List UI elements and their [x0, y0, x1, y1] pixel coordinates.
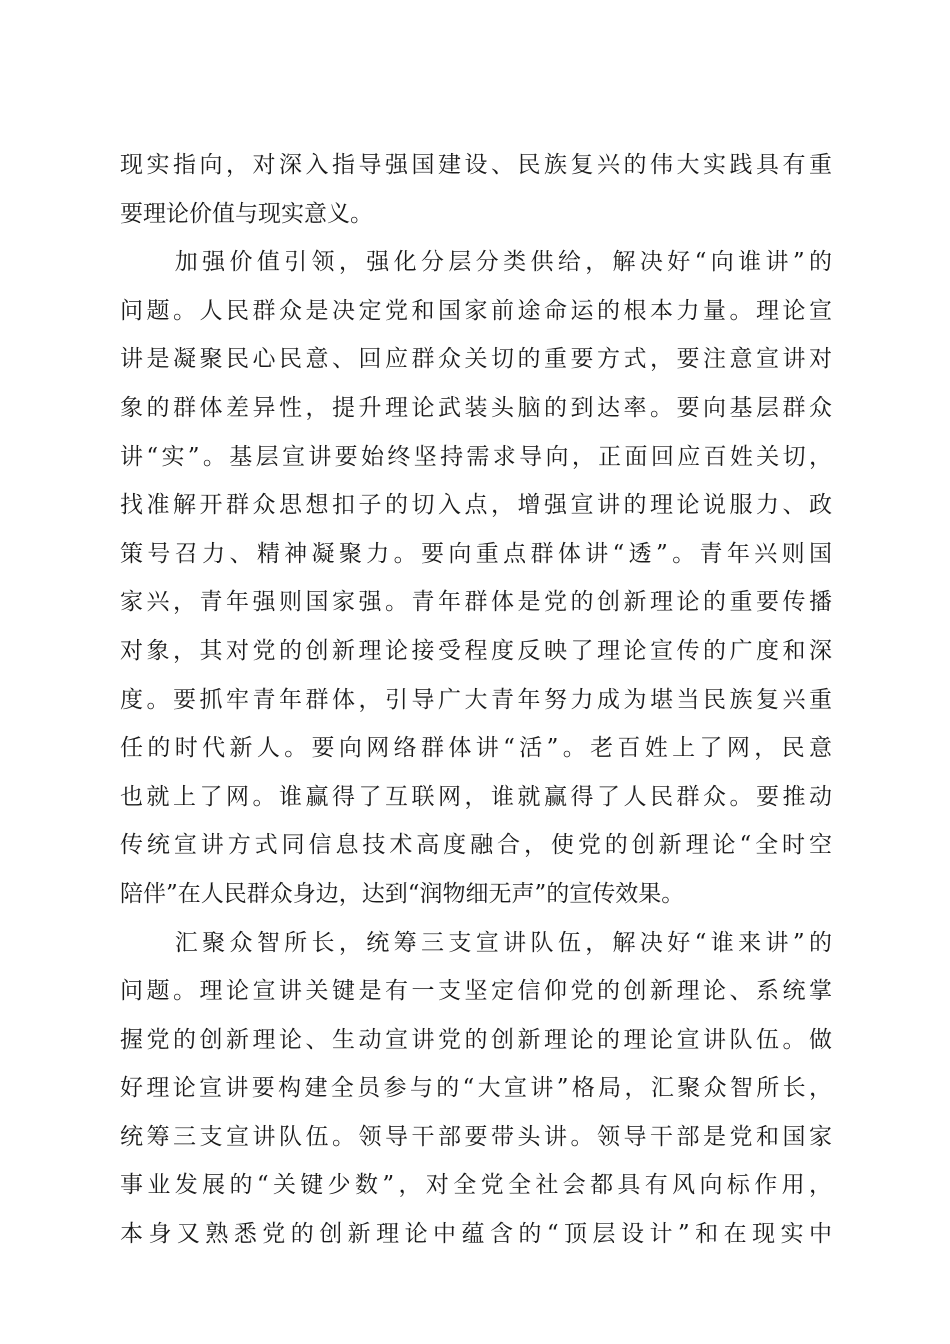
- text-line: 加强价值引领，强化分层分类供给，解决好“向谁讲”的: [120, 249, 832, 276]
- text-line: 策号召力、精神凝聚力。要向重点群体讲“透”。青年兴则国: [120, 540, 832, 567]
- text-line: 度。要抓牢青年群体，引导广大青年努力成为堪当民族复兴重: [120, 686, 832, 713]
- text-line: 找准解开群众思想扣子的切入点，增强宣讲的理论说服力、政: [120, 492, 832, 519]
- text-line: 任的时代新人。要向网络群体讲“活”。老百姓上了网，民意: [120, 735, 832, 762]
- text-line: 对象，其对党的创新理论接受程度反映了理论宣传的广度和深: [120, 637, 832, 664]
- text-line: 讲是凝聚民心民意、回应群众关切的重要方式，要注意宣讲对: [120, 346, 832, 373]
- text-line: 好理论宣讲要构建全员参与的“大宣讲”格局，汇聚众智所长，: [120, 1075, 832, 1102]
- text-line: 问题。人民群众是决定党和国家前途命运的根本力量。理论宣: [120, 297, 832, 324]
- text-line: 握党的创新理论、生动宣讲党的创新理论的理论宣讲队伍。做: [120, 1026, 832, 1053]
- text-line: 现实指向，对深入指导强国建设、民族复兴的伟大实践具有重: [120, 152, 832, 178]
- text-line: 事业发展的“关键少数”，对全党全社会都具有风向标作用，: [120, 1172, 832, 1199]
- paragraph: [120, 238, 832, 918]
- paragraph: [120, 919, 832, 1259]
- text-line: 问题。理论宣讲关键是有一支坚定信仰党的创新理论、系统掌: [120, 978, 832, 1005]
- text-line: 陪伴”在人民群众身边，达到“润物细无声”的宣传效果。: [120, 880, 685, 907]
- text-line: 也就上了网。谁赢得了互联网，谁就赢得了人民群众。要推动: [120, 783, 832, 810]
- text-line: 统筹三支宣讲队伍。领导干部要带头讲。领导干部是党和国家: [120, 1123, 832, 1150]
- text-line: 讲“实”。基层宣讲要始终坚持需求导向，正面回应百姓关切，: [120, 443, 832, 470]
- text-line: 象的群体差异性，提升理论武装头脑的到达率。要向基层群众: [120, 394, 832, 421]
- text-line: 本身又熟悉党的创新理论中蕴含的“顶层设计”和在现实中: [120, 1221, 832, 1248]
- document-body: [120, 141, 832, 1259]
- text-line: 家兴，青年强则国家强。青年群体是党的创新理论的重要传播: [120, 589, 832, 616]
- text-line: 传统宣讲方式同信息技术高度融合，使党的创新理论“全时空: [120, 832, 832, 859]
- text-line: 汇聚众智所长，统筹三支宣讲队伍，解决好“谁来讲”的: [120, 929, 832, 956]
- text-line: 要理论价值与现实意义。: [120, 200, 373, 227]
- paragraph: [120, 141, 832, 238]
